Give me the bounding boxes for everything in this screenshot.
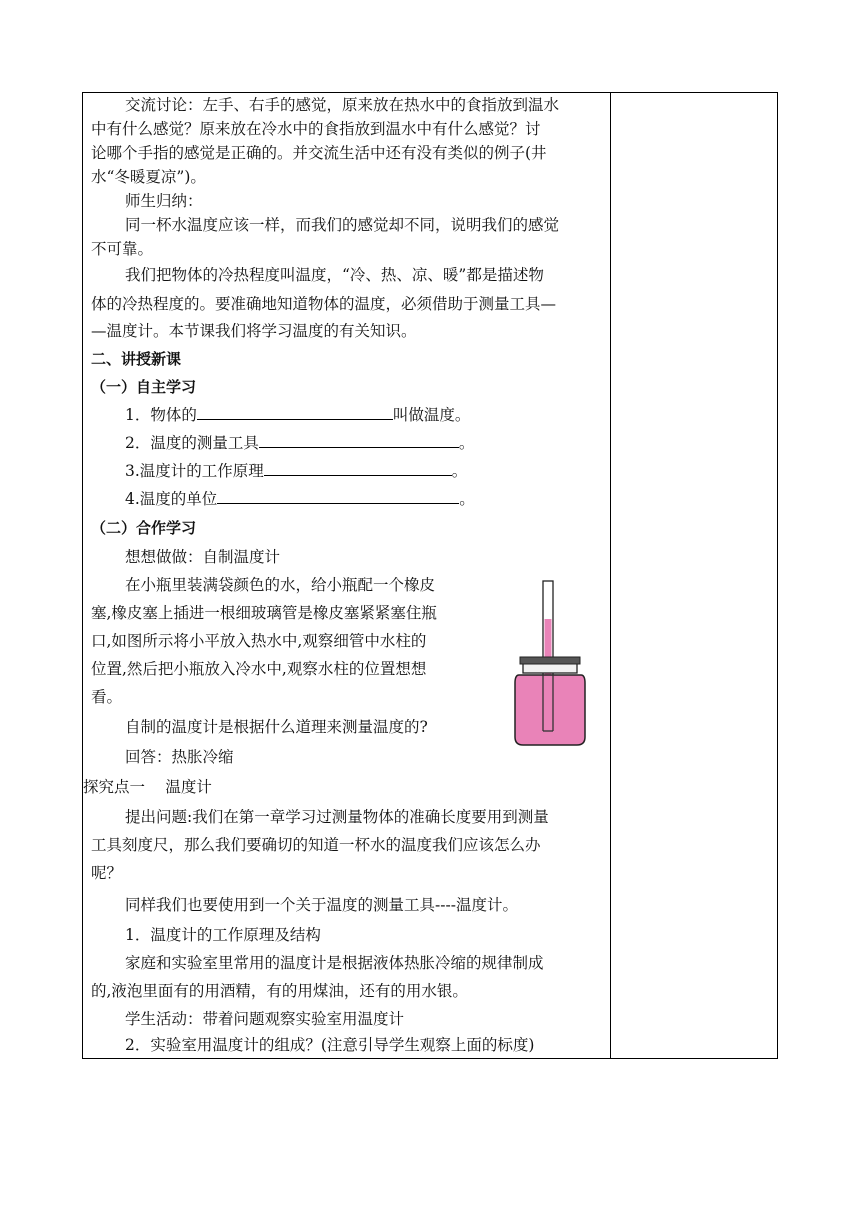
answer-blank[interactable] xyxy=(217,487,459,504)
text-line: 1．温度计的工作原理及结构 xyxy=(125,926,321,944)
notes-column xyxy=(611,93,777,1058)
inquiry-heading: 探究点一 温度计 xyxy=(83,778,212,796)
text-line: 不可靠。 xyxy=(91,240,154,258)
text-line: 家庭和实验室里常用的温度计是根据液体热胀冷缩的规律制成 xyxy=(125,954,544,972)
question-2 xyxy=(91,431,641,455)
answer-blank[interactable] xyxy=(197,403,393,420)
section-heading: 二、讲授新课 xyxy=(91,350,182,368)
punctuation: 。 xyxy=(458,434,475,452)
text-line: 提出问题:我们在第一章学习过测量物体的准确长度要用到测量 xyxy=(125,808,549,826)
text-line: 塞,橡皮塞上插进一根细玻璃管是橡皮塞紧紧塞住瓶 xyxy=(91,604,437,622)
lesson-table xyxy=(82,92,778,1059)
text-line: 水“冬暖夏凉”)。 xyxy=(91,168,206,186)
text-line: 口,如图所示将小平放入热水中,观察细管中水柱的 xyxy=(91,632,427,650)
text-line: 论哪个手指的感觉是正确的。并交流生活中还有没有类似的例子(井 xyxy=(91,144,547,162)
homemade-thermometer-figure xyxy=(511,579,589,747)
text-line: 呢？ xyxy=(91,864,123,882)
homemade-thermometer-bottle-icon xyxy=(515,581,585,745)
text-line: —温度计。本节课我们将学习温度的有关知识。 xyxy=(91,322,417,340)
question-2-text: 2．温度的测量工具 xyxy=(125,434,259,452)
punctuation: 。 xyxy=(451,462,468,480)
subsection-heading: （二）合作学习 xyxy=(91,519,197,537)
answer-blank[interactable] xyxy=(259,431,459,448)
text-line: 想想做做：自制温度计 xyxy=(125,548,281,566)
text-line: 我们把物体的冷热程度叫温度，“冷、热、凉、暖”都是描述物 xyxy=(125,266,544,284)
question-1-suffix: 叫做温度。 xyxy=(392,406,471,424)
text-line: 师生归纳： xyxy=(125,192,203,210)
text-line: 看。 xyxy=(91,688,123,706)
text-line: 中有什么感觉？原来放在冷水中的食指放到温水中有什么感觉？讨 xyxy=(91,120,541,138)
text-line: 交流讨论：左手、右手的感觉，原来放在热水中的食指放到温水 xyxy=(125,96,560,114)
text-line: 的,液泡里面有的用酒精，有的用煤油，还有的用水银。 xyxy=(91,982,468,1000)
content-column xyxy=(83,93,610,1058)
question-3 xyxy=(91,459,641,483)
punctuation: 。 xyxy=(459,490,475,508)
text-line: 同样我们也要使用到一个关于温度的测量工具----温度计。 xyxy=(125,896,518,914)
text-line: 自制的温度计是根据什么道理来测量温度的? xyxy=(125,718,428,736)
text-line: 体的冷热程度的。要准确地知道物体的温度，必须借助于测量工具— xyxy=(91,295,557,313)
question-1 xyxy=(91,403,641,427)
text-line: 同一杯水温度应该一样，而我们的感觉却不同，说明我们的感觉 xyxy=(125,216,560,234)
text-line: 工具刻度尺，那么我们要确切的知道一杯水的温度我们应该怎么办 xyxy=(91,836,541,854)
question-4 xyxy=(91,487,641,511)
text-line: 在小瓶里装满袋颜色的水，给小瓶配一个橡皮 xyxy=(125,576,436,594)
answer-blank[interactable] xyxy=(264,459,452,476)
subsection-heading: （一）自主学习 xyxy=(91,378,197,396)
question-1-text: 1．物体的 xyxy=(125,406,197,424)
question-3-text: 3.温度计的工作原理 xyxy=(125,462,264,480)
text-line: 位置,然后把小瓶放入冷水中,观察水柱的位置想想 xyxy=(91,660,427,678)
text-line: 2．实验室用温度计的组成？(注意引导学生观察上面的标度) xyxy=(125,1036,535,1054)
text-line: 学生活动：带着问题观察实验室用温度计 xyxy=(125,1010,405,1028)
question-4-text: 4.温度的单位 xyxy=(125,490,218,508)
text-line: 回答：热胀冷缩 xyxy=(125,748,234,766)
